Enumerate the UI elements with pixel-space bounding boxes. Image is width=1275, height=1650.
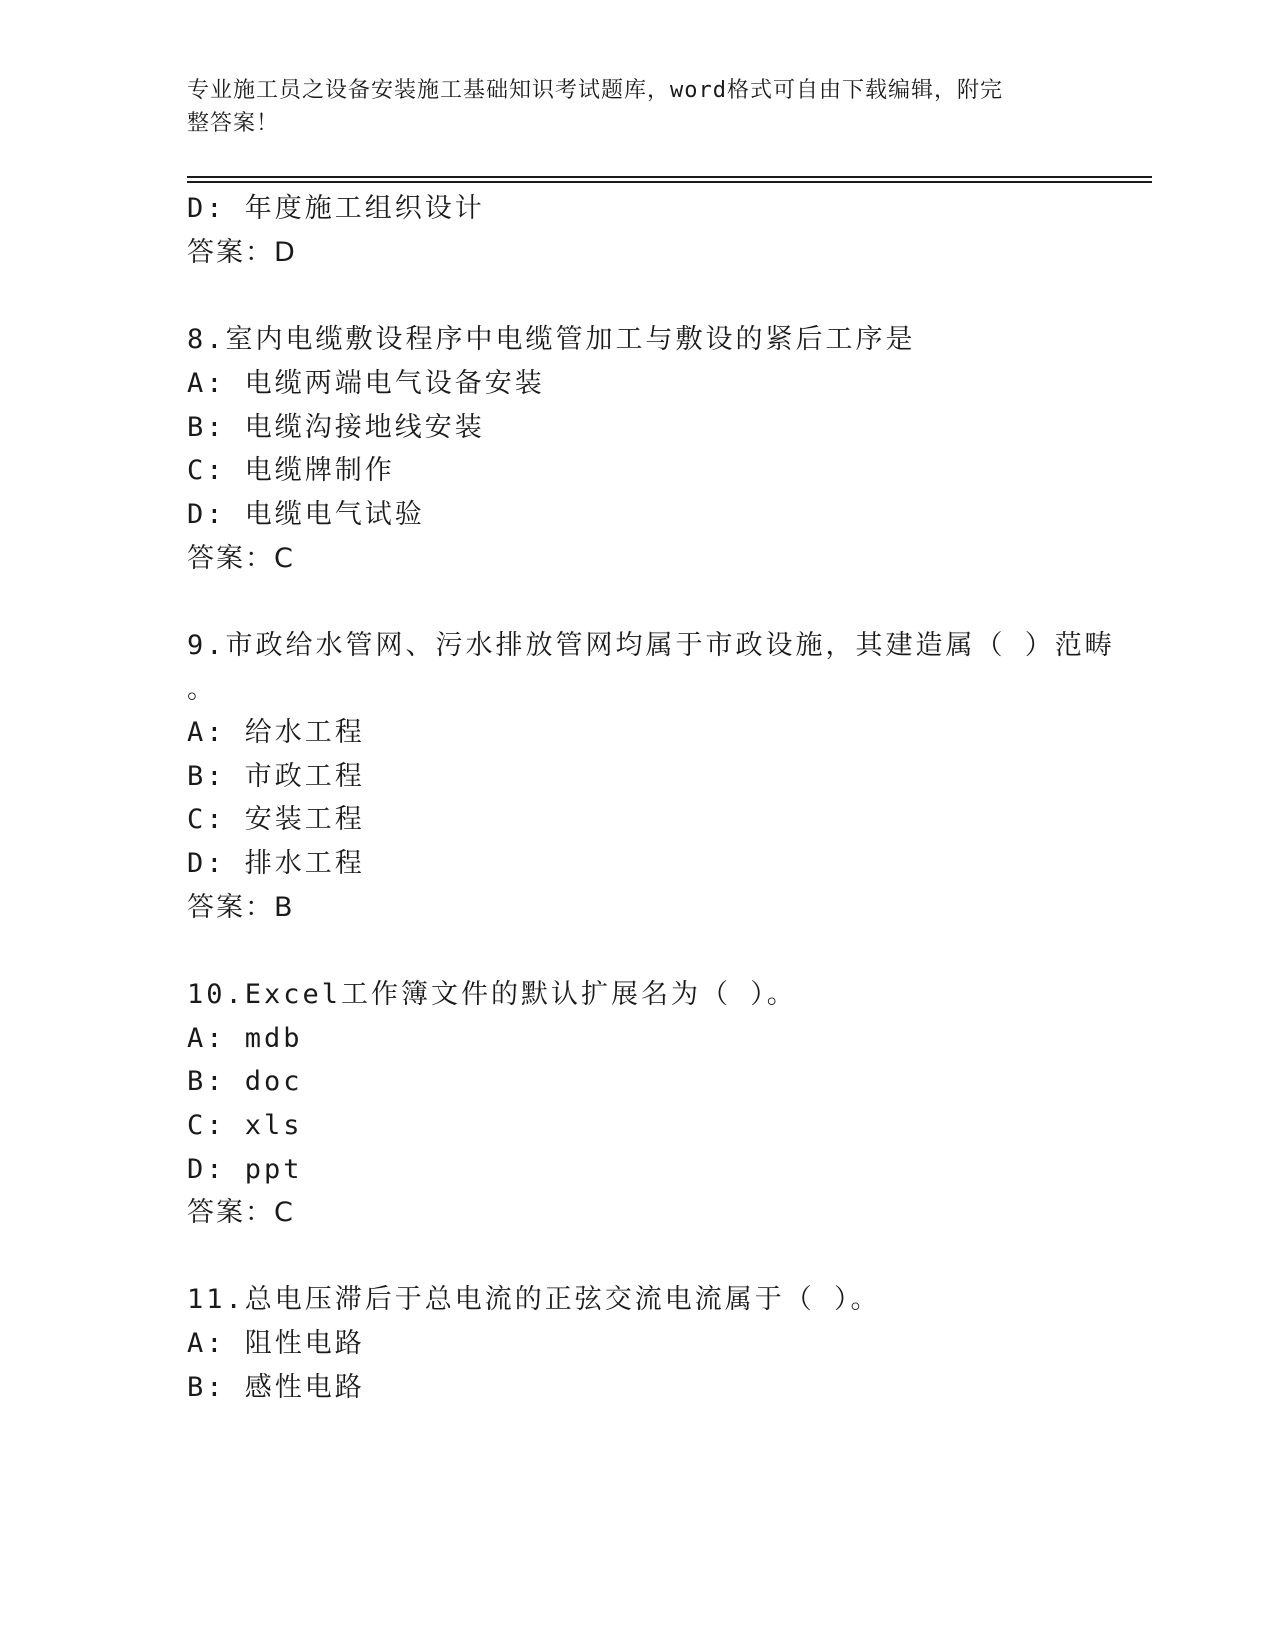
q8-option-c: C: 电缆牌制作 (187, 455, 395, 486)
q11-question: 11.总电压滞后于总电流的正弦交流电流属于（ ）。 (187, 1284, 881, 1315)
document-header (187, 74, 1087, 140)
q8-answer: 答案：C (187, 543, 295, 574)
q8-option-d: D: 电缆电气试验 (187, 499, 425, 530)
prev-option-d: D: 年度施工组织设计 (187, 193, 485, 224)
q10-answer: 答案：C (187, 1197, 295, 1228)
q10-option-c: C: xls (187, 1110, 303, 1141)
q9-answer: 答案：B (187, 892, 295, 923)
header-divider-bottom (187, 181, 1152, 183)
q10-option-b: B: doc (187, 1066, 303, 1097)
q9-option-c: C: 安装工程 (187, 804, 365, 835)
q8-option-a: A: 电缆两端电气设备安装 (187, 368, 545, 399)
q8-option-b: B: 电缆沟接地线安装 (187, 412, 485, 443)
q9-option-a: A: 给水工程 (187, 717, 365, 748)
q10-option-a: A: mdb (187, 1023, 303, 1054)
header-line-2: 整答案！ (187, 111, 280, 136)
q11-option-b: B: 感性电路 (187, 1372, 365, 1403)
q9-question-line-2: 。 (187, 674, 217, 705)
q11-option-a: A: 阻性电路 (187, 1328, 365, 1359)
q8-question: 8.室内电缆敷设程序中电缆管加工与敷设的紧后工序是 (187, 324, 916, 355)
q9-option-d: D: 排水工程 (187, 848, 365, 879)
q9-option-b: B: 市政工程 (187, 761, 365, 792)
q9-question-line-1: 9.市政给水管网、污水排放管网均属于市政设施，其建造属（ ）范畴 (187, 630, 1115, 661)
q10-question: 10.Excel工作簿文件的默认扩展名为（ ）。 (187, 979, 797, 1010)
q10-option-d: D: ppt (187, 1154, 303, 1185)
header-line-1: 专业施工员之设备安装施工基础知识考试题库，word格式可自由下载编辑，附完 (187, 78, 1003, 103)
header-divider-top (187, 176, 1152, 178)
prev-answer: 答案：D (187, 237, 297, 268)
